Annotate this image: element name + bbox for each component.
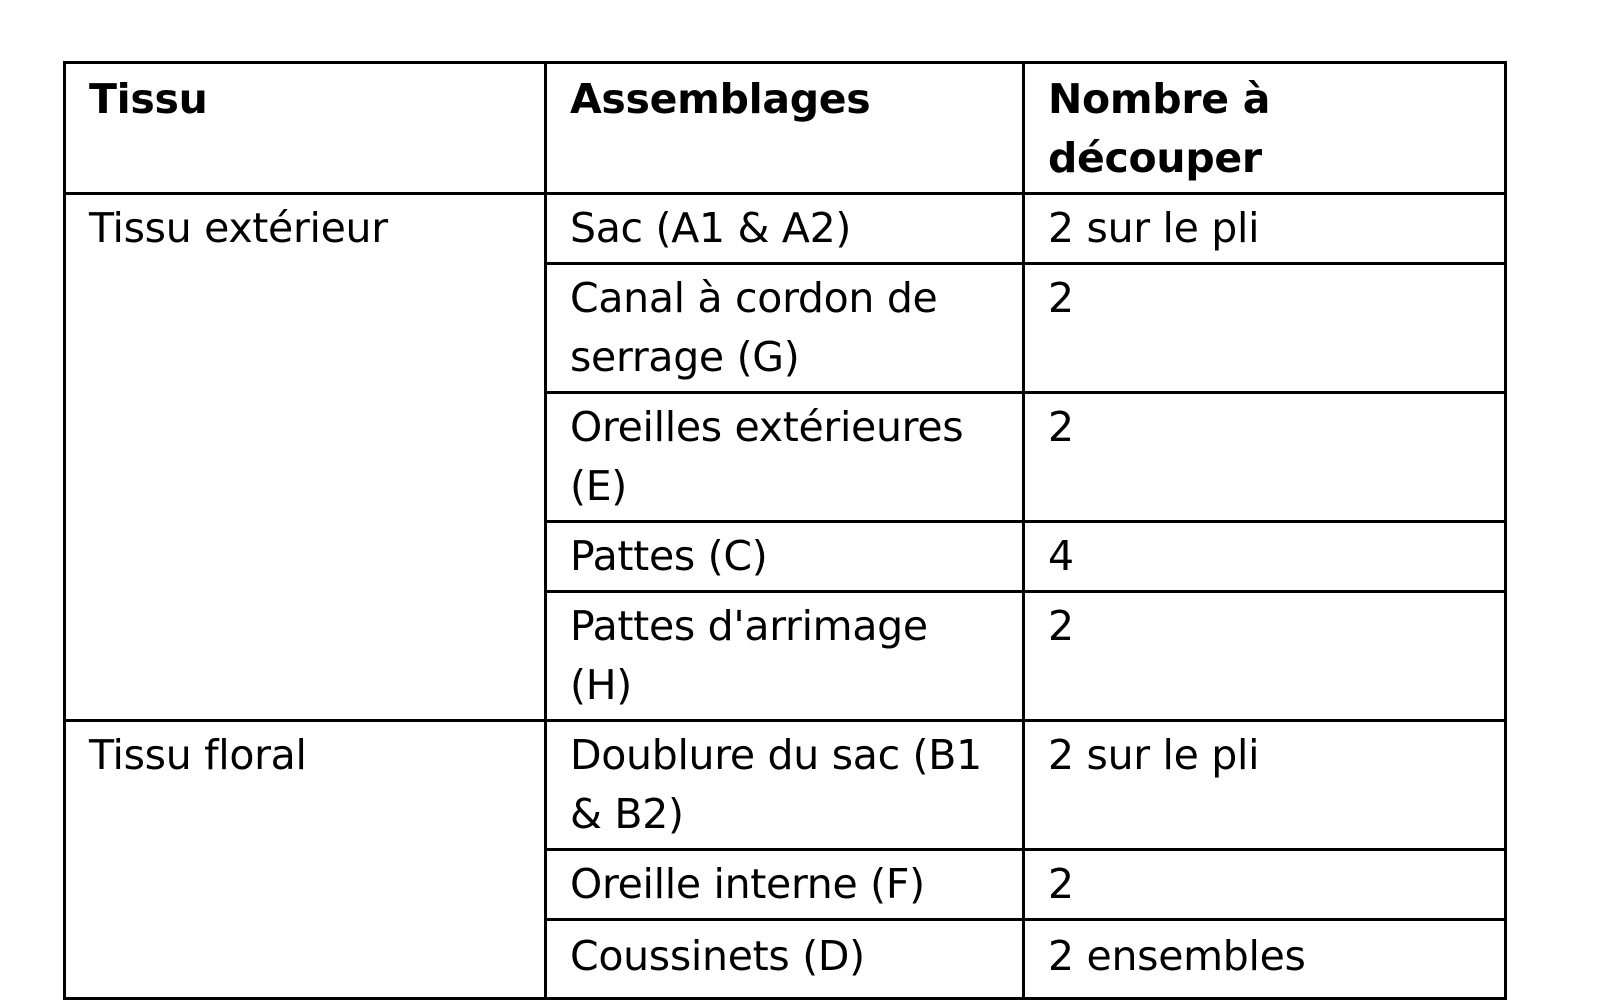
- header-assemblies: Assemblages: [546, 63, 1024, 194]
- count-cell: 2: [1024, 592, 1506, 721]
- table-row: [65, 194, 1506, 264]
- fabric-cell-floral: Tissu floral: [65, 721, 546, 999]
- cutting-table-container: [63, 61, 1504, 1000]
- assembly-cell: Oreille interne (F): [546, 850, 1024, 920]
- header-count: Nombre à découper: [1024, 63, 1506, 194]
- table-header-row: [65, 63, 1506, 194]
- assembly-cell: Coussinets (D): [546, 920, 1024, 999]
- count-cell: 2 sur le pli: [1024, 721, 1506, 850]
- cutting-table: [63, 61, 1507, 1000]
- table-row: [65, 721, 1506, 850]
- count-cell: 2: [1024, 264, 1506, 393]
- assembly-cell: Oreilles extérieures (E): [546, 393, 1024, 522]
- count-cell: 2: [1024, 850, 1506, 920]
- count-cell: 2 sur le pli: [1024, 194, 1506, 264]
- assembly-cell: Canal à cordon de serrage (G): [546, 264, 1024, 393]
- count-cell: 2: [1024, 393, 1506, 522]
- header-fabric: Tissu: [65, 63, 546, 194]
- count-cell: 4: [1024, 522, 1506, 592]
- count-cell: 2 ensembles: [1024, 920, 1506, 999]
- assembly-cell: Sac (A1 & A2): [546, 194, 1024, 264]
- assembly-cell: Doublure du sac (B1 & B2): [546, 721, 1024, 850]
- fabric-cell-exterior: Tissu extérieur: [65, 194, 546, 721]
- assembly-cell: Pattes (C): [546, 522, 1024, 592]
- assembly-cell: Pattes d'arrimage (H): [546, 592, 1024, 721]
